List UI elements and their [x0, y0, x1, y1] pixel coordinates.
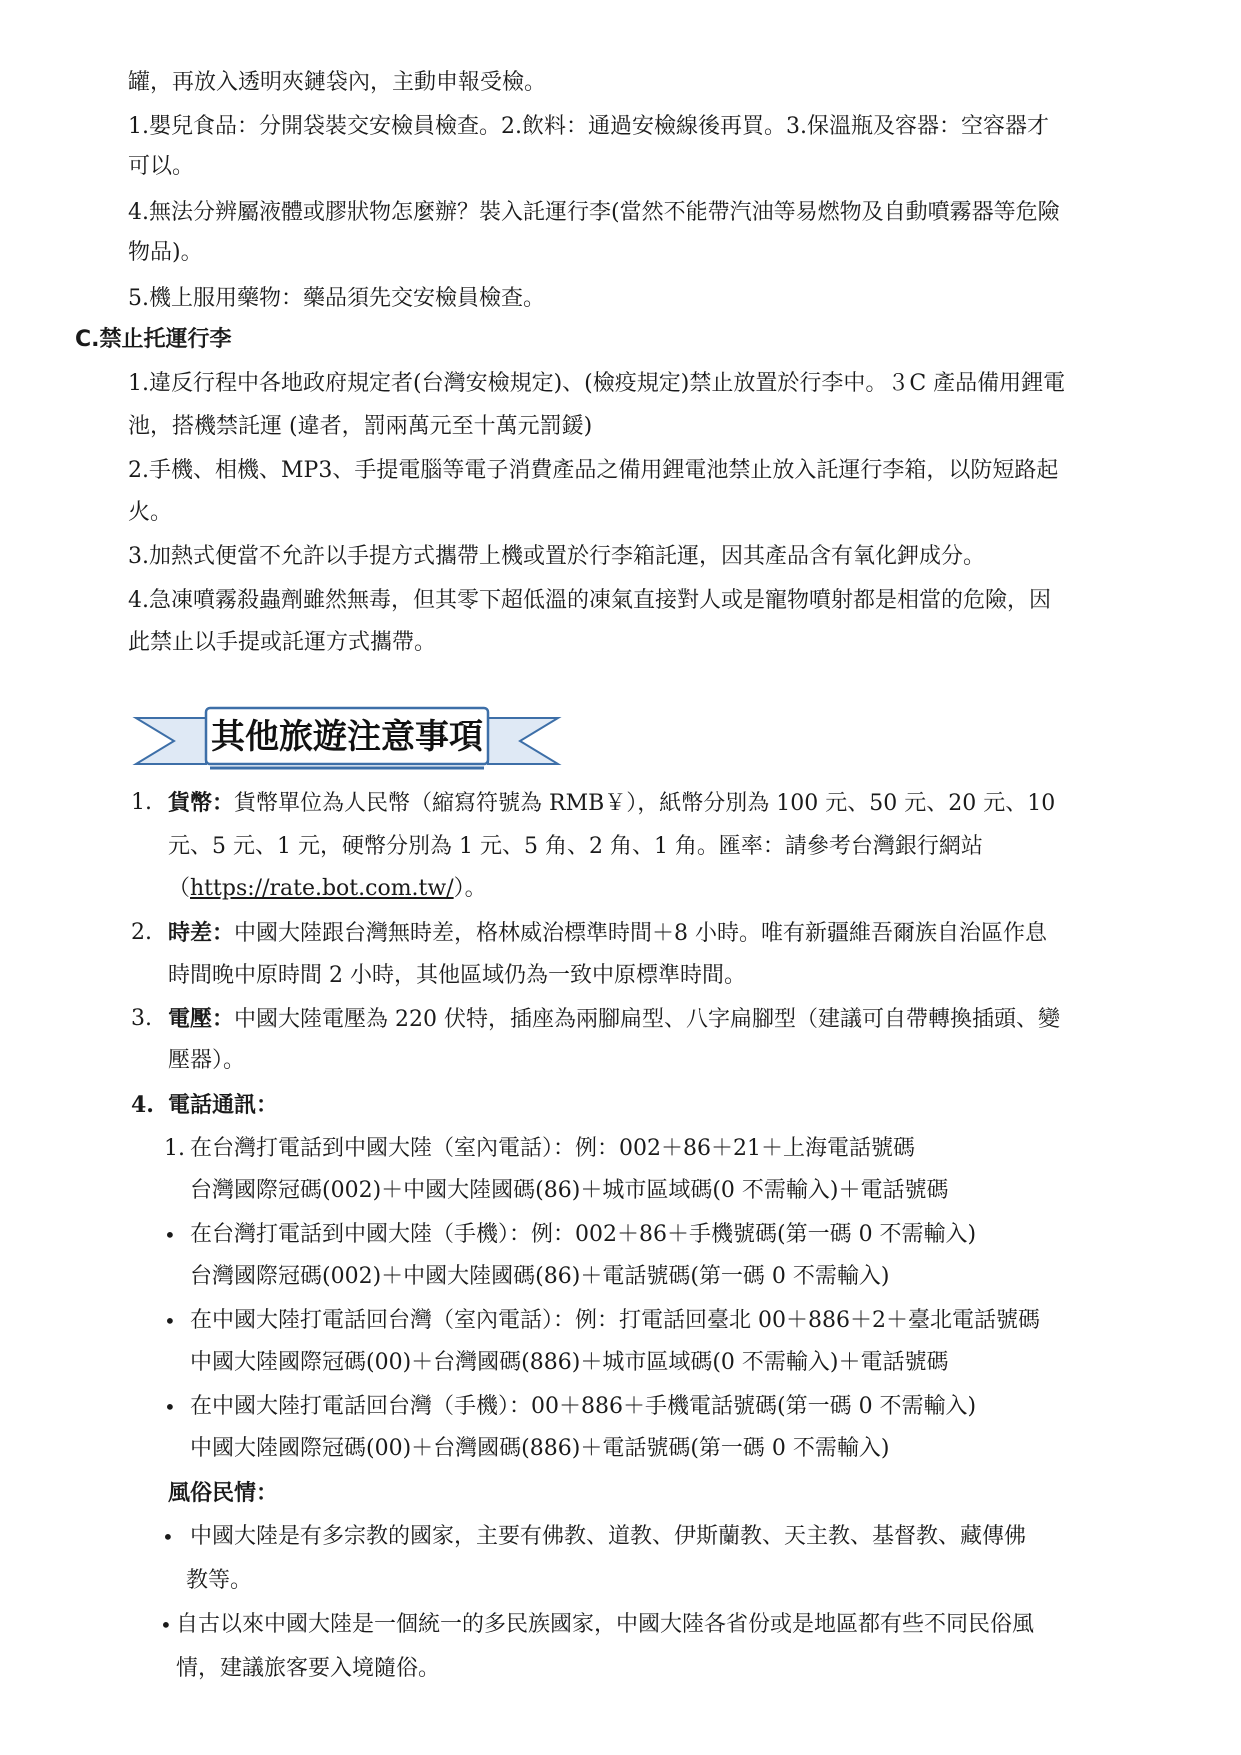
banner-tail-left [136, 718, 206, 764]
line-b-item1-a: 1.嬰兒食品：分開袋裝交安檢員檢查。2.飲料：通過安檢線後再買。3.保溫瓶及容器：空容器才 [128, 114, 1049, 139]
note2-line-b: 時間晚中原時間 2 小時，其他區域仍為一致中原標準時間。 [168, 963, 746, 988]
phone-bullet: • [164, 1395, 176, 1419]
line-b-continued: 罐，再放入透明夾鏈袋內，主動申報受檢。 [128, 70, 547, 95]
note2-label: 時差： [168, 920, 235, 946]
note4-number: 4. [131, 1092, 154, 1118]
phone-bullet: • [164, 1309, 176, 1333]
phone-line-a: 在中國大陸打電話回台灣（室內電話）：例：打電話回臺北 00＋886＋2＋臺北電話號碼 [190, 1308, 1040, 1333]
phone-line-b: 中國大陸國際冠碼(00)＋台灣國碼(886)＋城市區域碼(0 不需輸入)＋電話號碼 [190, 1350, 949, 1375]
phone-marker: 1. [164, 1136, 185, 1161]
banner-title: 其他旅遊注意事項 [211, 717, 483, 757]
customs-bullet: • [160, 1613, 172, 1637]
customs-line-2b: 情，建議旅客要入境隨俗。 [176, 1656, 441, 1681]
phone-line-b: 中國大陸國際冠碼(00)＋台灣國碼(886)＋電話號碼(第一碼 0 不需輸入) [190, 1436, 890, 1461]
line-b-item4-a: 4.無法分辨屬液體或膠狀物怎麼辦？裝入託運行李(當然不能帶汽油等易燃物及自動噴霧器等危險 [128, 200, 1060, 225]
note1-line-a [168, 788, 1055, 819]
note3-line-a [168, 1004, 1060, 1035]
note3-text-a: 中國大陸電壓為 220 伏特，插座為兩腳扁型、八字扁腳型（建議可自帶轉換插頭、變 [234, 1007, 1060, 1032]
note3-line-b: 壓器）。 [168, 1048, 246, 1073]
phone-line-a: 在台灣打電話到中國大陸（室內電話）：例：002＋86＋21＋上海電話號碼 [190, 1136, 915, 1161]
section-c-heading: C.禁止托運行李 [75, 327, 232, 352]
line-c-item1-b: 池，搭機禁託運 (違者，罰兩萬元至十萬元罰鍰) [128, 414, 593, 439]
note3-number: 3. [131, 1006, 152, 1031]
line-c-item2-a: 2.手機、相機、MP3、手提電腦等電子消費產品之備用鋰電池禁止放入託運行李箱，以防短路起 [128, 458, 1059, 483]
line-b-item5: 5.機上服用藥物：藥品須先交安檢員檢查。 [128, 286, 545, 311]
phone-bullet: • [164, 1223, 176, 1247]
line-b-item4-b: 物品)。 [128, 240, 203, 265]
line-c-item4-b: 此禁止以手提或託運方式攜帶。 [128, 630, 437, 655]
customs-line-1a: 中國大陸是有多宗教的國家，主要有佛教、道教、伊斯蘭教、天主教、基督教、藏傳佛 [190, 1524, 1027, 1549]
note4-label: 電話通訊： [168, 1092, 279, 1118]
customs-line-2a: 自古以來中國大陸是一個統一的多民族國家，中國大陸各省份或是地區都有些不同民俗風 [176, 1612, 1035, 1637]
note3-label: 電壓： [168, 1006, 235, 1032]
line-c-item4-a: 4.急凍噴霧殺蟲劑雖然無毒，但其零下超低溫的凍氣直接對人或是寵物噴射都是相當的危險，因 [128, 588, 1051, 613]
note2-text-a: 中國大陸跟台灣無時差，格林威治標準時間＋8 小時。唯有新疆維吾爾族自治區作息 [234, 921, 1048, 946]
customs-bullet: • [162, 1525, 174, 1549]
line-c-item3: 3.加熱式便當不允許以手提方式攜帶上機或置於行李箱託運，因其產品含有氧化鉀成分。 [128, 544, 985, 569]
phone-line-b: 台灣國際冠碼(002)＋中國大陸國碼(86)＋電話號碼(第一碼 0 不需輸入) [190, 1264, 890, 1289]
phone-line-a: 在中國大陸打電話回台灣（手機）：00＋886＋手機電話號碼(第一碼 0 不需輸入) [190, 1394, 977, 1419]
customs-line-1b: 教等。 [186, 1568, 253, 1593]
phone-line-b: 台灣國際冠碼(002)＋中國大陸國碼(86)＋城市區域碼(0 不需輸入)＋電話號碼 [190, 1178, 949, 1203]
note2-number: 2. [131, 920, 152, 945]
line-c-item1-a: 1.違反行程中各地政府規定者(台灣安檢規定)、(檢疫規定)禁止放置於行李中。３C 產品備用鋰電 [128, 371, 1066, 396]
note1-number: 1. [131, 790, 152, 815]
note1-text-a: 貨幣單位為人民幣（縮寫符號為 RMB￥），紙幣分別為 100 元、50 元、20 元、10 [234, 791, 1056, 816]
phone-line-a: 在台灣打電話到中國大陸（手機）：例：002＋86＋手機號碼(第一碼 0 不需輸入) [190, 1222, 977, 1247]
line-b-item1-b: 可以。 [128, 154, 195, 179]
note1-line-b: 元、5 元、1 元，硬幣分別為 1 元、5 角、2 角、1 角。匯率：請參考台灣銀行網站 [168, 834, 983, 859]
note1-line-c [168, 874, 487, 904]
bank-rate-link[interactable]: https://rate.bot.com.tw/ [190, 876, 454, 901]
banner-tail-right [488, 718, 558, 764]
note1-label: 貨幣： [168, 790, 235, 816]
note1-paren-close: ）。 [453, 876, 487, 901]
customs-label: 風俗民情： [168, 1480, 279, 1506]
note1-paren-open: （ [168, 876, 191, 901]
note2-line-a [168, 918, 1047, 949]
line-c-item2-b: 火。 [128, 500, 173, 525]
